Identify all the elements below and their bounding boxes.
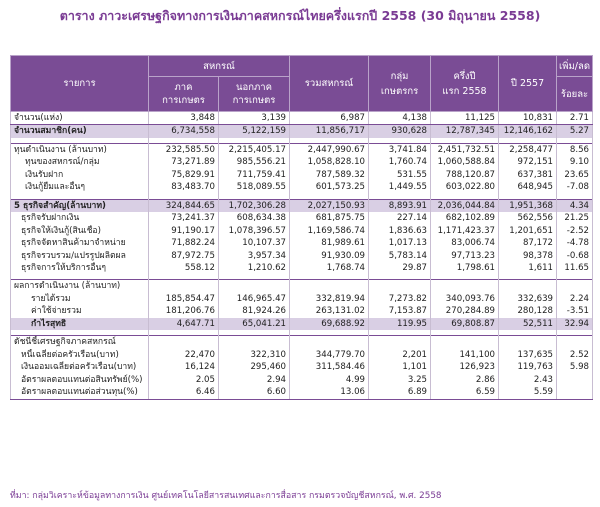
value-cell: 2.24	[557, 293, 593, 305]
value-cell: 1,058,828.10	[290, 156, 369, 168]
value-cell: 11,856,717	[290, 125, 369, 138]
table-row	[11, 212, 593, 224]
row-label: เงินรับฝาก	[11, 169, 149, 181]
value-cell	[499, 280, 557, 293]
value-cell: 5.27	[557, 125, 593, 138]
value-cell	[557, 280, 593, 293]
value-cell: 22,470	[149, 349, 219, 361]
table-row	[11, 305, 593, 317]
value-cell: 6.59	[431, 386, 499, 399]
row-label: อัตราผลตอบแทนต่อสินทรัพย์(%)	[11, 374, 149, 386]
row-label: จำนวนสมาชิก(คน)	[11, 125, 149, 138]
value-cell	[369, 336, 431, 349]
value-cell: 4.34	[557, 199, 593, 212]
value-cell	[290, 336, 369, 349]
source-note: ที่มา: กลุ่มวิเคราะห์ข้อมูลทางการเงิน ศูนย์เทคโนโลยีสารสนเทศและการสื่อสาร กรมตรวจบัญชีสหกรณ์, พ.ศ. 2558	[10, 491, 442, 501]
value-cell: 2.05	[149, 374, 219, 386]
value-cell	[431, 336, 499, 349]
value-cell: 311,584.46	[290, 361, 369, 373]
header-year-2557: ปี 2557	[499, 56, 557, 112]
value-cell: 332,819.94	[290, 293, 369, 305]
value-cell: -2.52	[557, 225, 593, 237]
table-row	[11, 125, 593, 138]
value-cell: 1,836.63	[369, 225, 431, 237]
table-row	[11, 361, 593, 373]
value-cell: 87,172	[499, 237, 557, 249]
value-cell: 270,284.89	[431, 305, 499, 317]
value-cell: 5,122,159	[219, 125, 290, 138]
value-cell: 13.06	[290, 386, 369, 399]
row-label: กำไรสุทธิ	[11, 318, 149, 330]
table-row	[11, 143, 593, 156]
table-row	[11, 237, 593, 249]
value-cell: 930,628	[369, 125, 431, 138]
value-cell: 119,763	[499, 361, 557, 373]
header-total-coop: รวมสหกรณ์	[290, 56, 369, 112]
value-cell	[149, 280, 219, 293]
value-cell: 137,635	[499, 349, 557, 361]
value-cell: 6,734,558	[149, 125, 219, 138]
value-cell: 141,100	[431, 349, 499, 361]
value-cell: 637,381	[499, 169, 557, 181]
table-header	[11, 56, 593, 112]
value-cell: 1,768.74	[290, 262, 369, 274]
value-cell: 1,702,306.28	[219, 199, 290, 212]
value-cell: 6,987	[290, 112, 369, 125]
value-cell: 3,139	[219, 112, 290, 125]
economic-table-container	[10, 55, 592, 400]
value-cell: 1,760.74	[369, 156, 431, 168]
value-cell: 1,611	[499, 262, 557, 274]
value-cell: 11,125	[431, 112, 499, 125]
value-cell: 263,131.02	[290, 305, 369, 317]
table-row	[11, 156, 593, 168]
value-cell: 518,089.55	[219, 181, 290, 193]
table-row	[11, 169, 593, 181]
value-cell: 10,107.37	[219, 237, 290, 249]
header-change-top: เพิ่ม/ลด	[557, 56, 593, 77]
value-cell: 1,449.55	[369, 181, 431, 193]
value-cell: 73,241.37	[149, 212, 219, 224]
value-cell	[557, 336, 593, 349]
header-coop-group: สหกรณ์	[149, 56, 290, 77]
value-cell: 126,923	[431, 361, 499, 373]
row-label: ทุนของสหกรณ์/กลุ่ม	[11, 156, 149, 168]
header-item: รายการ	[11, 56, 149, 112]
value-cell: 10,831	[499, 112, 557, 125]
value-cell	[219, 336, 290, 349]
value-cell: 558.12	[149, 262, 219, 274]
value-cell: 91,930.09	[290, 250, 369, 262]
table-row	[11, 262, 593, 274]
row-label: 5 ธุรกิจสำคัญ(ล้านบาท)	[11, 199, 149, 212]
row-label: ผลการดำเนินงาน (ล้านบาท)	[11, 280, 149, 293]
table-row	[11, 112, 593, 125]
table-row	[11, 318, 593, 330]
table-row	[11, 293, 593, 305]
value-cell: 73,271.89	[149, 156, 219, 168]
value-cell: 2,258,477	[499, 143, 557, 156]
value-cell: 29.87	[369, 262, 431, 274]
economic-table	[10, 55, 593, 400]
row-label: ดัชนีชี้เศรษฐกิจภาคสหกรณ์	[11, 336, 149, 349]
row-label: ธุรกิจจัดหาสินค้ามาจำหน่าย	[11, 237, 149, 249]
value-cell: 1,201,651	[499, 225, 557, 237]
table-row	[11, 181, 593, 193]
value-cell	[149, 336, 219, 349]
value-cell: 21.25	[557, 212, 593, 224]
value-cell: 3.25	[369, 374, 431, 386]
value-cell: 52,511	[499, 318, 557, 330]
header-farmer-group: กลุ่ม เกษตรกร	[369, 56, 431, 112]
table-body	[11, 112, 593, 400]
row-label: จำนวน(แห่ง)	[11, 112, 149, 125]
value-cell: 4,138	[369, 112, 431, 125]
value-cell: 4.99	[290, 374, 369, 386]
value-cell: 711,759.41	[219, 169, 290, 181]
value-cell: 6.60	[219, 386, 290, 399]
value-cell: -0.68	[557, 250, 593, 262]
value-cell: 181,206.76	[149, 305, 219, 317]
value-cell: 340,093.76	[431, 293, 499, 305]
value-cell: 1,078,396.57	[219, 225, 290, 237]
table-row	[11, 199, 593, 212]
value-cell: 2.71	[557, 112, 593, 125]
value-cell: 2,215,405.17	[219, 143, 290, 156]
table-row	[11, 349, 593, 361]
row-label: ธุรกิจรวบรวม/แปรรูปผลิตผล	[11, 250, 149, 262]
value-cell: 2.86	[431, 374, 499, 386]
value-cell: 2,447,990.67	[290, 143, 369, 156]
header-nonagri-coop: นอกภาค การเกษตร	[219, 77, 290, 112]
row-label: หนี้เฉลี่ยต่อครัวเรือน(บาท)	[11, 349, 149, 361]
value-cell: 7,153.87	[369, 305, 431, 317]
value-cell: 81,924.26	[219, 305, 290, 317]
value-cell: 98,378	[499, 250, 557, 262]
value-cell: 119.95	[369, 318, 431, 330]
value-cell: -3.51	[557, 305, 593, 317]
value-cell: 608,634.38	[219, 212, 290, 224]
value-cell: 601,573.25	[290, 181, 369, 193]
value-cell: 71,882.24	[149, 237, 219, 249]
row-label: อัตราผลตอบแทนต่อส่วนทุน(%)	[11, 386, 149, 399]
value-cell: 12,146,162	[499, 125, 557, 138]
table-row	[11, 250, 593, 262]
value-cell: 7,273.82	[369, 293, 431, 305]
value-cell: 344,779.70	[290, 349, 369, 361]
header-change-unit: ร้อยละ	[557, 77, 593, 112]
value-cell: -7.08	[557, 181, 593, 193]
value-cell: -4.78	[557, 237, 593, 249]
value-cell: 280,128	[499, 305, 557, 317]
value-cell: 787,589.32	[290, 169, 369, 181]
table-row	[11, 280, 593, 293]
value-cell: 1,798.61	[431, 262, 499, 274]
value-cell: 1,951,368	[499, 199, 557, 212]
value-cell: 682,102.89	[431, 212, 499, 224]
value-cell: 332,639	[499, 293, 557, 305]
value-cell: 69,808.87	[431, 318, 499, 330]
value-cell: 788,120.87	[431, 169, 499, 181]
row-label: รายได้รวม	[11, 293, 149, 305]
value-cell: 1,210.62	[219, 262, 290, 274]
value-cell: 69,688.92	[290, 318, 369, 330]
value-cell: 5.59	[499, 386, 557, 399]
value-cell: 1,060,588.84	[431, 156, 499, 168]
row-label: ค่าใช้จ่ายรวม	[11, 305, 149, 317]
value-cell: 5,783.14	[369, 250, 431, 262]
value-cell: 32.94	[557, 318, 593, 330]
value-cell: 6.46	[149, 386, 219, 399]
value-cell: 232,585.50	[149, 143, 219, 156]
value-cell	[499, 336, 557, 349]
value-cell: 185,854.47	[149, 293, 219, 305]
value-cell: 2.94	[219, 374, 290, 386]
value-cell: 2,027,150.93	[290, 199, 369, 212]
table-row	[11, 386, 593, 399]
value-cell	[557, 386, 593, 399]
value-cell: 2,201	[369, 349, 431, 361]
row-label: เงินกู้ยืมและอื่นๆ	[11, 181, 149, 193]
value-cell: 3,741.84	[369, 143, 431, 156]
row-label: ธุรกิจรับฝากเงิน	[11, 212, 149, 224]
value-cell: 5.98	[557, 361, 593, 373]
value-cell: 2.52	[557, 349, 593, 361]
value-cell: 3,848	[149, 112, 219, 125]
row-label: ธุรกิจให้เงินกู้(สินเชื่อ)	[11, 225, 149, 237]
value-cell: 9.10	[557, 156, 593, 168]
value-cell: 3,957.34	[219, 250, 290, 262]
value-cell: 603,022.80	[431, 181, 499, 193]
value-cell: 8.56	[557, 143, 593, 156]
value-cell	[290, 280, 369, 293]
header-half-year: ครึ่งปี แรก 2558	[431, 56, 499, 112]
value-cell: 91,190.17	[149, 225, 219, 237]
value-cell: 2.43	[499, 374, 557, 386]
header-agri-coop: ภาค การเกษตร	[149, 77, 219, 112]
row-label: ทุนดำเนินงาน (ล้านบาท)	[11, 143, 149, 156]
value-cell	[557, 374, 593, 386]
row-label: ธุรกิจการให้บริการอื่นๆ	[11, 262, 149, 274]
value-cell: 1,017.13	[369, 237, 431, 249]
value-cell	[431, 280, 499, 293]
value-cell: 324,844.65	[149, 199, 219, 212]
value-cell: 23.65	[557, 169, 593, 181]
value-cell: 1,171,423.37	[431, 225, 499, 237]
value-cell: 87,972.75	[149, 250, 219, 262]
table-row	[11, 336, 593, 349]
value-cell: 227.14	[369, 212, 431, 224]
value-cell: 985,556.21	[219, 156, 290, 168]
table-title: ตาราง ภาวะเศรษฐกิจทางการเงินภาคสหกรณ์ไทยครึ่งแรกปี 2558 (30 มิถุนายน 2558)	[59, 8, 541, 23]
value-cell: 81,989.61	[290, 237, 369, 249]
value-cell: 83,483.70	[149, 181, 219, 193]
value-cell: 562,556	[499, 212, 557, 224]
value-cell	[219, 280, 290, 293]
value-cell: 4,647.71	[149, 318, 219, 330]
value-cell: 8,893.91	[369, 199, 431, 212]
value-cell: 16,124	[149, 361, 219, 373]
value-cell: 295,460	[219, 361, 290, 373]
value-cell: 97,713.23	[431, 250, 499, 262]
row-label: เงินออมเฉลี่ยต่อครัวเรือน(บาท)	[11, 361, 149, 373]
value-cell: 1,169,586.74	[290, 225, 369, 237]
value-cell: 972,151	[499, 156, 557, 168]
table-row	[11, 374, 593, 386]
value-cell: 65,041.21	[219, 318, 290, 330]
value-cell: 12,787,345	[431, 125, 499, 138]
value-cell: 2,036,044.84	[431, 199, 499, 212]
value-cell: 681,875.75	[290, 212, 369, 224]
value-cell: 6.89	[369, 386, 431, 399]
value-cell: 1,101	[369, 361, 431, 373]
value-cell: 2,451,732.51	[431, 143, 499, 156]
value-cell: 11.65	[557, 262, 593, 274]
value-cell: 75,829.91	[149, 169, 219, 181]
value-cell: 146,965.47	[219, 293, 290, 305]
value-cell: 83,006.74	[431, 237, 499, 249]
value-cell: 531.55	[369, 169, 431, 181]
table-row	[11, 225, 593, 237]
value-cell: 322,310	[219, 349, 290, 361]
value-cell	[369, 280, 431, 293]
value-cell: 648,945	[499, 181, 557, 193]
